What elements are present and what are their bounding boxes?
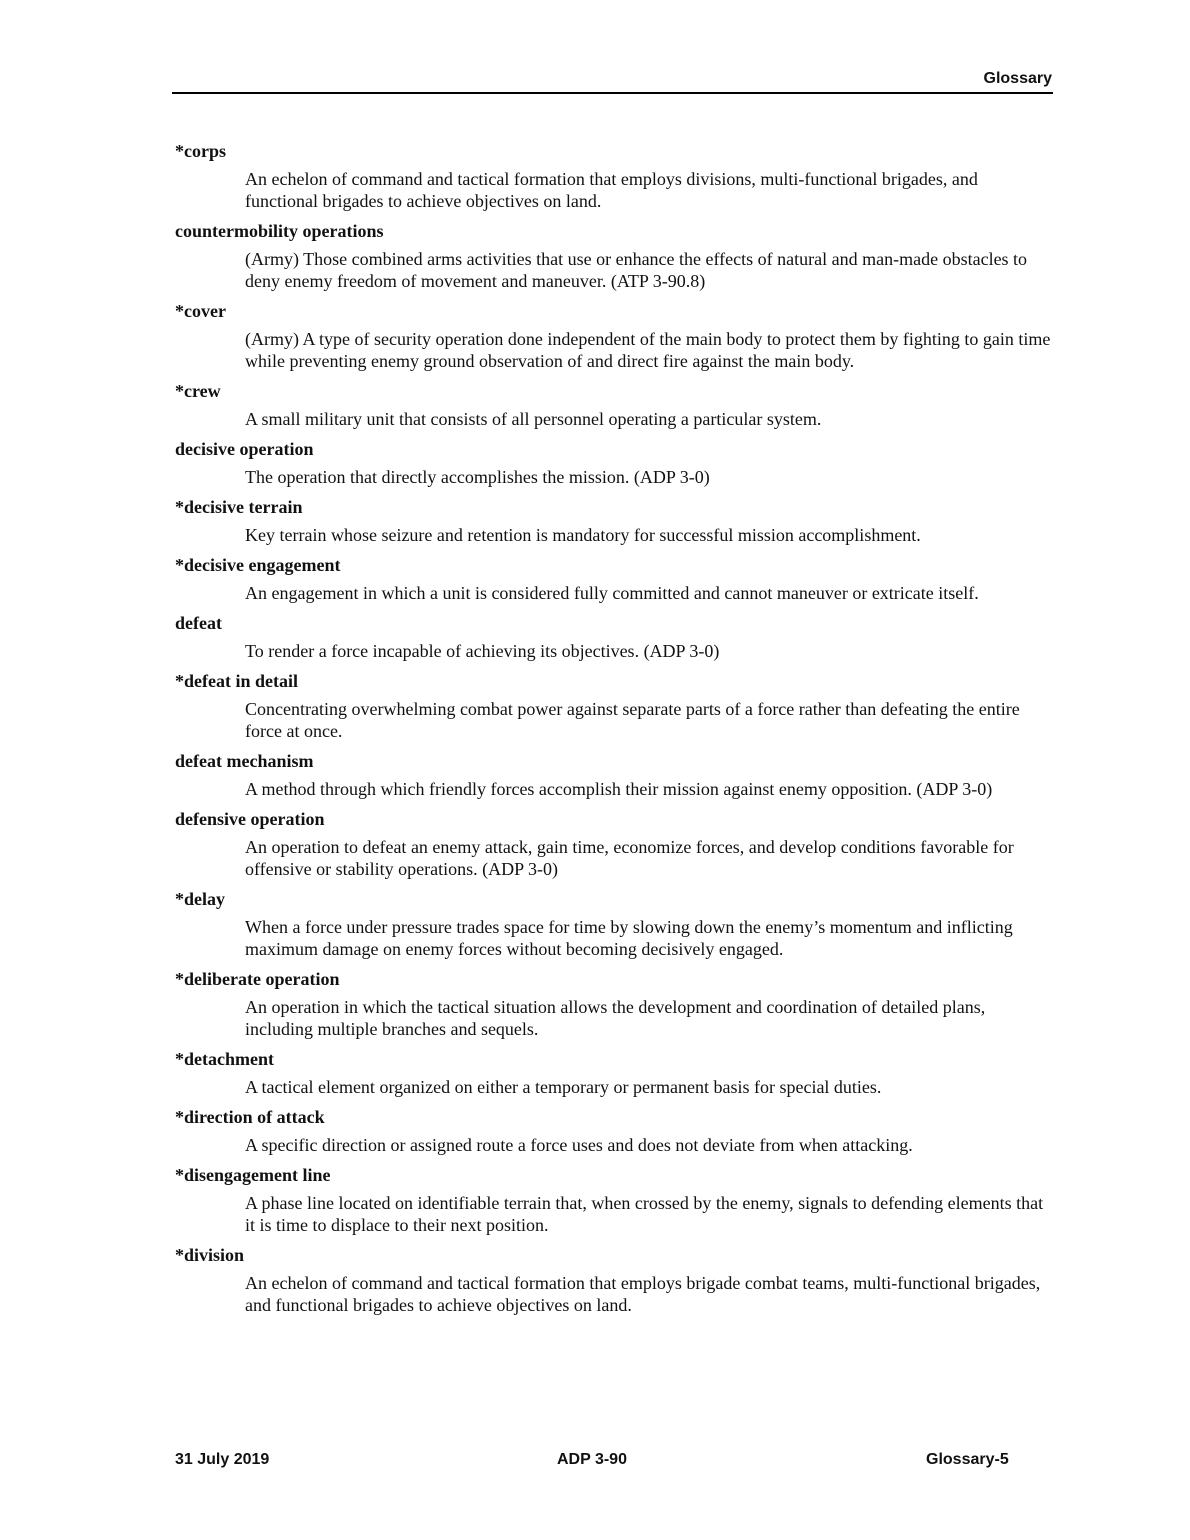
glossary-term: *crew [175, 381, 221, 401]
glossary-definition: A specific direction or assigned route a force uses and does not deviate from when attacking. [245, 1135, 913, 1155]
footer-publication: ADP 3-90 [557, 1451, 627, 1468]
glossary-definition: A phase line located on identifiable terrain that, when crossed by the enemy, signals to defending elements that it is time to displace to their next position. [245, 1193, 1044, 1235]
glossary-entry [175, 808, 1055, 880]
glossary-definition: Key terrain whose seizure and retention is mandatory for successful mission accomplishment. [245, 525, 921, 545]
glossary-term: *delay [175, 889, 226, 909]
footer-page-number: Glossary-5 [926, 1451, 1009, 1468]
glossary-definition: An operation to defeat an enemy attack, gain time, economize forces, and develop conditions favorable for offensive or stability operations. (ADP 3-0) [245, 837, 1014, 879]
glossary-term: defeat mechanism [175, 751, 314, 771]
glossary-entry [175, 220, 1055, 292]
glossary-definition: To render a force incapable of achieving its objectives. (ADP 3-0) [245, 641, 720, 661]
glossary-entry [175, 380, 1055, 430]
glossary-entry [175, 670, 1055, 742]
glossary-list [175, 140, 1055, 1324]
glossary-entry [175, 968, 1055, 1040]
glossary-entry [175, 750, 1055, 800]
glossary-term: defeat [175, 613, 222, 633]
glossary-entry [175, 612, 1055, 662]
glossary-entry [175, 888, 1055, 960]
glossary-entry [175, 1048, 1055, 1098]
glossary-term: *division [175, 1245, 245, 1265]
header-rule [172, 92, 1053, 94]
glossary-term: *decisive terrain [175, 497, 303, 517]
footer-date: 31 July 2019 [175, 1451, 270, 1468]
glossary-term: *disengagement line [175, 1165, 331, 1185]
glossary-definition: An operation in which the tactical situation allows the development and coordination of detailed plans, including multiple branches and sequels. [245, 997, 986, 1039]
glossary-entry [175, 1164, 1055, 1236]
glossary-term: decisive operation [175, 439, 314, 459]
glossary-entry [175, 554, 1055, 604]
glossary-term: *cover [175, 301, 226, 321]
glossary-definition: An engagement in which a unit is considered fully committed and cannot maneuver or extricate itself. [245, 583, 979, 603]
glossary-definition: A tactical element organized on either a temporary or permanent basis for special duties. [245, 1077, 882, 1097]
glossary-term: *detachment [175, 1049, 274, 1069]
glossary-term: *defeat in detail [175, 671, 298, 691]
page-header-title: Glossary [983, 70, 1052, 87]
glossary-term: *decisive engagement [175, 555, 341, 575]
glossary-definition: The operation that directly accomplishes the mission. (ADP 3-0) [245, 467, 710, 487]
glossary-term: defensive operation [175, 809, 325, 829]
glossary-definition: Concentrating overwhelming combat power against separate parts of a force rather than defeating the entire force at once. [245, 699, 1020, 741]
glossary-entry [175, 496, 1055, 546]
glossary-term: *corps [175, 141, 226, 161]
glossary-definition: A small military unit that consists of all personnel operating a particular system. [245, 409, 822, 429]
glossary-definition: A method through which friendly forces accomplish their mission against enemy opposition. (ADP 3-0) [245, 779, 993, 799]
glossary-definition: An echelon of command and tactical formation that employs divisions, multi-functional brigades, and functional brigades to achieve objectives on land. [245, 169, 978, 211]
glossary-term: countermobility operations [175, 221, 384, 241]
glossary-entry [175, 1244, 1055, 1316]
glossary-definition: When a force under pressure trades space for time by slowing down the enemy’s momentum and inflicting maximum damage on enemy forces without becoming decisively engaged. [245, 917, 1013, 959]
glossary-definition: (Army) A type of security operation done independent of the main body to protect them by fighting to gain time while preventing enemy ground observation of and direct fire against the main body. [245, 329, 1051, 371]
glossary-term: *direction of attack [175, 1107, 325, 1127]
glossary-definition: An echelon of command and tactical formation that employs brigade combat teams, multi-functional brigades, and functional brigades to achieve objectives on land. [245, 1273, 1041, 1315]
glossary-entry [175, 300, 1055, 372]
glossary-definition: (Army) Those combined arms activities that use or enhance the effects of natural and man-made obstacles to deny enemy freedom of movement and maneuver. (ATP 3-90.8) [245, 249, 1028, 291]
glossary-entry [175, 140, 1055, 212]
glossary-term: *deliberate operation [175, 969, 340, 989]
glossary-entry [175, 438, 1055, 488]
glossary-entry [175, 1106, 1055, 1156]
